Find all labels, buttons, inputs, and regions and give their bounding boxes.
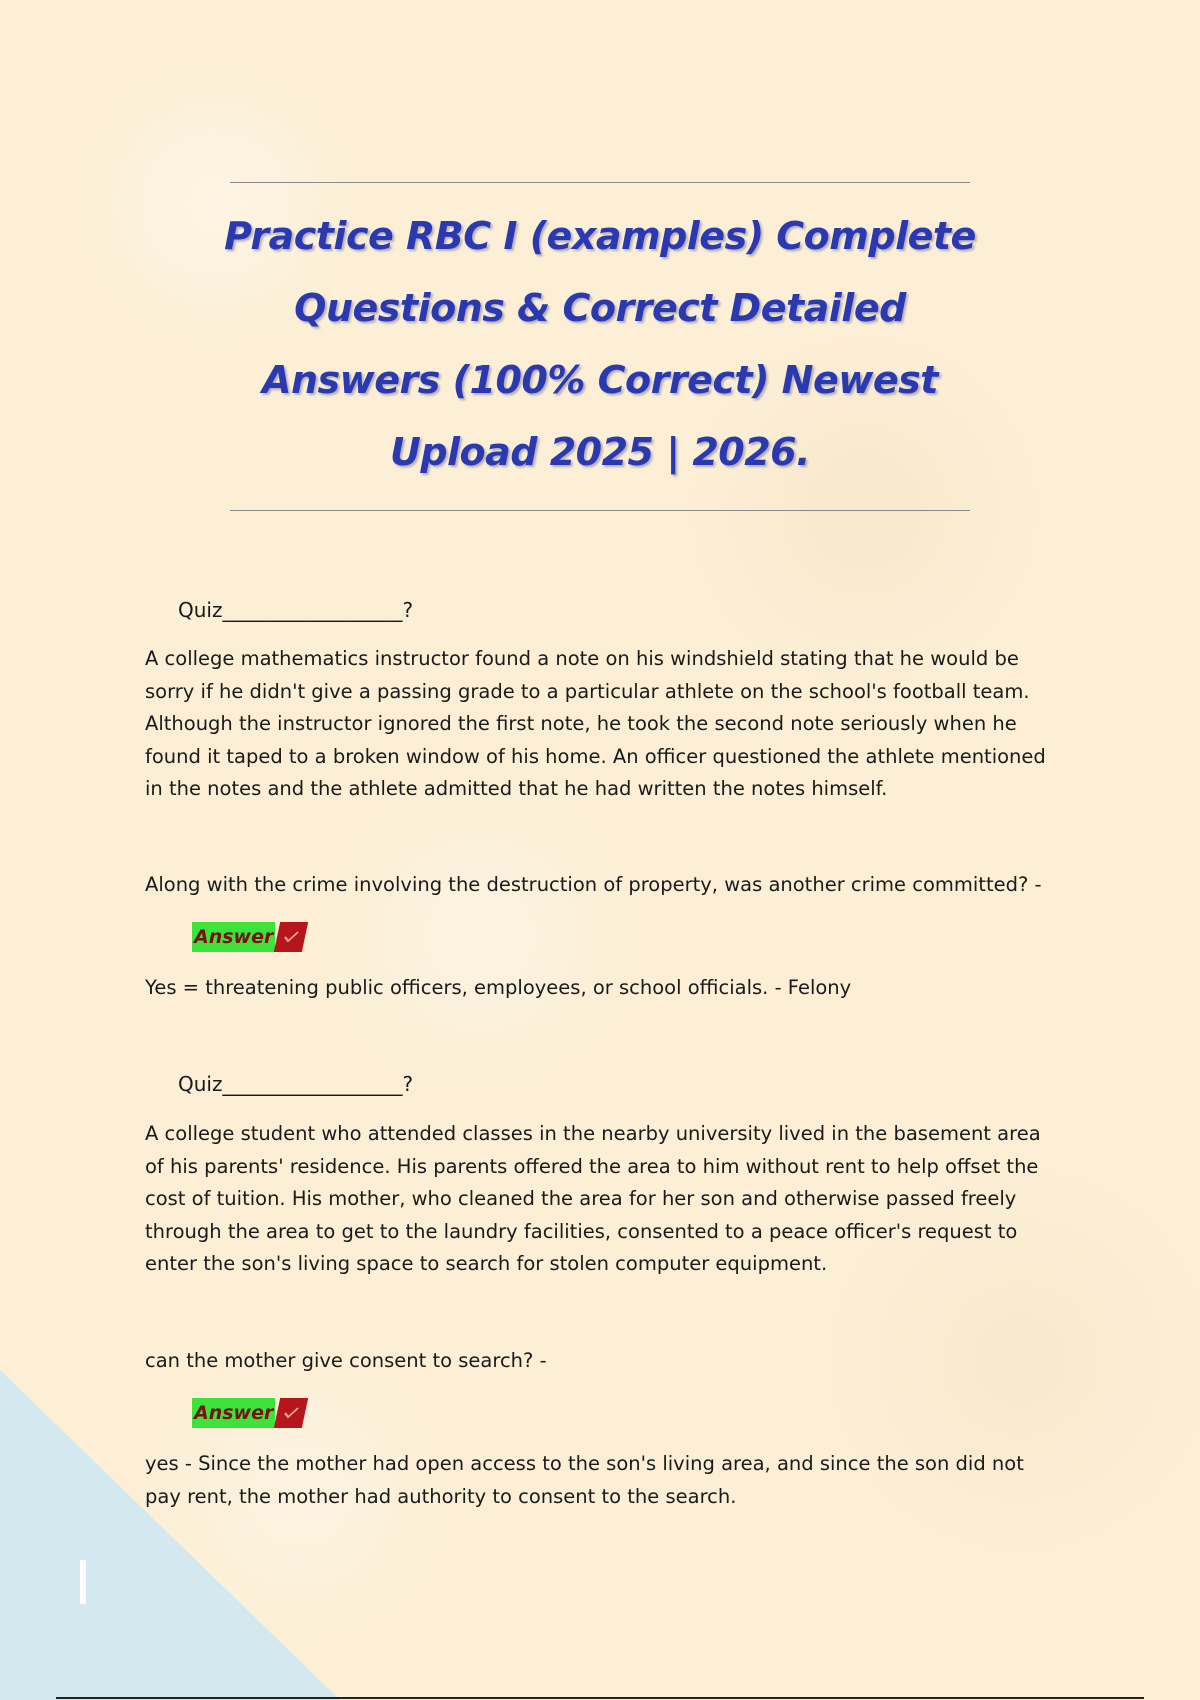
quiz-label: Quiz__________________? bbox=[178, 598, 414, 622]
document-title: Practice RBC I (examples) Complete Questions & Correct Detailed Answers (100% Correct) Newest Upload 2025 | 2026. bbox=[224, 214, 976, 474]
quiz-label: Quiz__________________? bbox=[178, 1072, 414, 1096]
title-divider-top bbox=[230, 182, 970, 183]
answer-badge-label: Answer bbox=[192, 922, 275, 952]
answer-badge bbox=[192, 922, 305, 952]
answer-text: Yes = threatening public officers, employees, or school officials. - Felony bbox=[145, 976, 852, 999]
title-divider-bottom bbox=[230, 510, 970, 511]
check-icon bbox=[274, 922, 308, 952]
answer-badge bbox=[192, 1398, 305, 1428]
answer-text: yes - Since the mother had open access to the son's living area, and since the son did not pay rent, the mother had authority to consent to the search. bbox=[145, 1452, 1024, 1508]
scenario-text: A college mathematics instructor found a note on his windshield stating that he would be sorry if he didn't give a passing grade to a particular athlete on the school's football team. Although the instructor ignored the first note, he took the second note seriously when he found it taped to a broken window of his home. An officer questioned the athlete mentioned in the notes and the athlete admitted that he had written the notes himself. bbox=[145, 647, 1046, 800]
answer-badge-label: Answer bbox=[192, 1398, 275, 1428]
scenario-text: A college student who attended classes in the nearby university lived in the basement area of his parents' residence. His parents offered the area to him without rent to help offset the cost of tuition. His mother, who cleaned the area for her son and otherwise passed freely through the area to get to the laundry facilities, consented to a peace officer's request to enter the son's living space to search for stolen computer equipment. bbox=[145, 1122, 1041, 1275]
question-text: can the mother give consent to search? - bbox=[145, 1349, 547, 1372]
question-text: Along with the crime involving the destruction of property, was another crime committed? - bbox=[145, 873, 1042, 896]
check-icon bbox=[274, 1398, 308, 1428]
